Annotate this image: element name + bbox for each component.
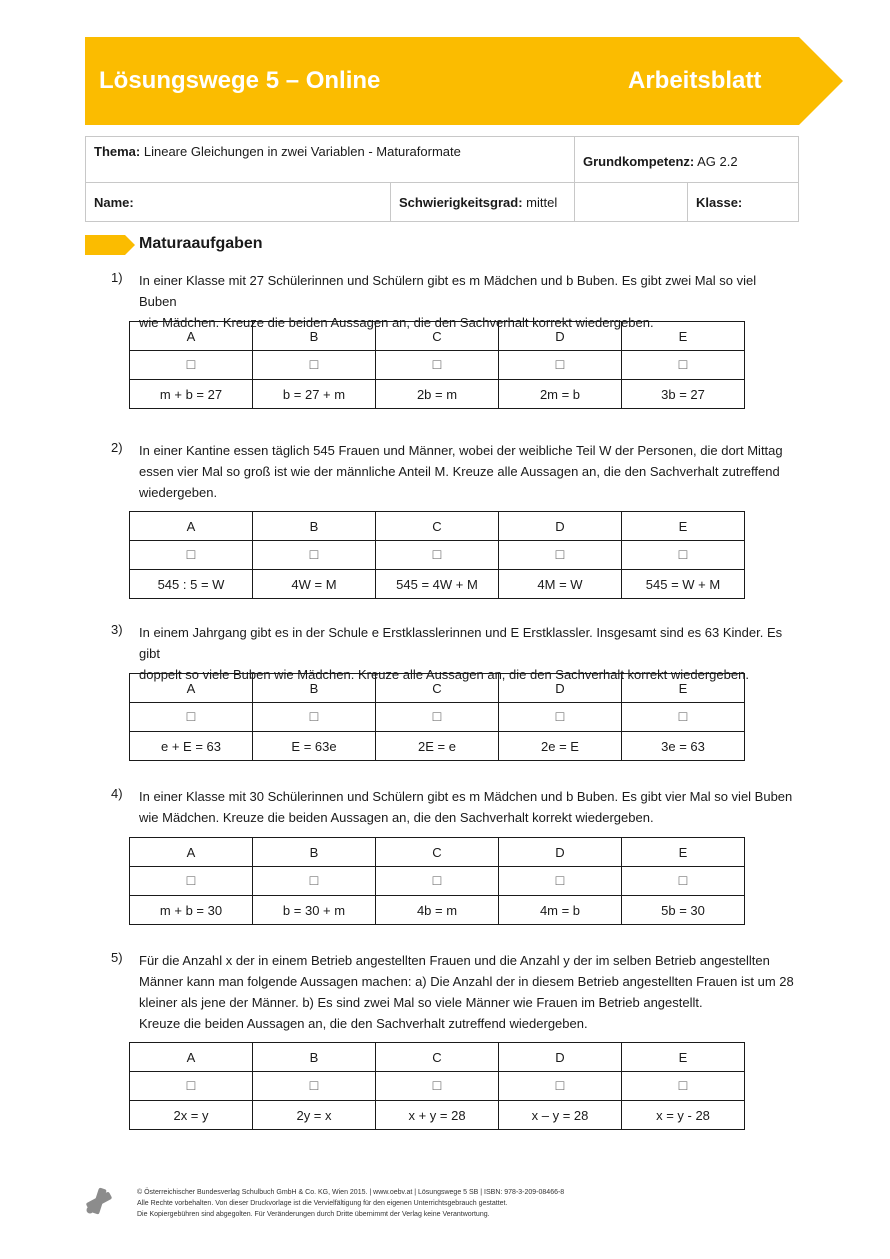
statement-a: e + E = 63: [130, 732, 253, 761]
task-line: In einer Klasse mit 27 Schülerinnen und Schülern gibt es m Mädchen und b Buben. Es gibt zwei Mal so viel Buben: [139, 273, 757, 309]
task-number: 2): [111, 440, 123, 455]
statement-e: 5b = 30: [622, 896, 745, 925]
letter-c: C: [376, 674, 499, 703]
checkbox-e[interactable]: ☐: [622, 541, 745, 570]
checkbox-a[interactable]: ☐: [130, 541, 253, 570]
letter-row: [130, 512, 745, 541]
task-number: 5): [111, 950, 123, 965]
competence-value: AG 2.2: [697, 153, 738, 169]
statement-row: [130, 896, 745, 925]
spacer-cell: [575, 183, 688, 222]
checkbox-row: [130, 1072, 745, 1101]
task-line: essen vier Mal so groß ist wie der männliche Anteil M. Kreuze alle Aussagen an, die den Sachverhalt zutreffend: [139, 464, 780, 479]
statement-d: 2e = E: [499, 732, 622, 761]
letter-c: C: [376, 322, 499, 351]
checkbox-b[interactable]: ☐: [253, 541, 376, 570]
letter-row: [130, 838, 745, 867]
letter-a: A: [130, 838, 253, 867]
checkbox-d[interactable]: ☐: [499, 703, 622, 732]
letter-d: D: [499, 674, 622, 703]
letter-e: E: [622, 838, 745, 867]
name-cell[interactable]: [86, 183, 391, 222]
difficulty-cell: [391, 183, 575, 222]
statement-c: 2b = m: [376, 380, 499, 409]
checkbox-row: [130, 867, 745, 896]
statement-b: b = 27 + m: [253, 380, 376, 409]
statement-d: x – y = 28: [499, 1101, 622, 1130]
name-label: Name:: [94, 194, 134, 210]
footer-line: Alle Rechte vorbehalten. Von dieser Druckvorlage ist die Vervielfältigung für den eigenen Unterrichtsgebrauch gestattet.: [137, 1200, 508, 1207]
letter-row: [130, 322, 745, 351]
statement-a: 2x = y: [130, 1101, 253, 1130]
letter-b: B: [253, 838, 376, 867]
footer-copyright: [137, 1187, 564, 1220]
task-line: In einer Klasse mit 30 Schülerinnen und Schülern gibt es m Mädchen und b Buben. Es gibt vier Mal so viel Buben: [139, 789, 793, 804]
statement-c: 545 = 4W + M: [376, 570, 499, 599]
statement-row: [130, 570, 745, 599]
checkbox-e[interactable]: ☐: [622, 867, 745, 896]
statement-row: [130, 380, 745, 409]
statement-a: m + b = 27: [130, 380, 253, 409]
statement-d: 2m = b: [499, 380, 622, 409]
checkbox-d[interactable]: ☐: [499, 541, 622, 570]
statement-c: 2E = e: [376, 732, 499, 761]
letter-e: E: [622, 1043, 745, 1072]
statement-e: 545 = W + M: [622, 570, 745, 599]
task-line: wie Mädchen. Kreuze die beiden Aussagen an, die den Sachverhalt korrekt wiedergeben.: [139, 810, 654, 825]
letter-d: D: [499, 1043, 622, 1072]
statement-e: 3e = 63: [622, 732, 745, 761]
publisher-logo-icon: [84, 1186, 114, 1221]
checkbox-b[interactable]: ☐: [253, 703, 376, 732]
footer-line: Die Kopiergebühren sind abgegolten. Für Veränderungen durch Dritte übernimmt der Verlag keine Verantwortung.: [137, 1211, 490, 1218]
letter-e: E: [622, 512, 745, 541]
checkbox-c[interactable]: ☐: [376, 1072, 499, 1101]
statement-b: b = 30 + m: [253, 896, 376, 925]
task-line: wie Mädchen. Kreuze die beiden Aussagen an, die den Sachverhalt korrekt wiedergeben.: [139, 315, 654, 330]
letter-b: B: [253, 674, 376, 703]
checkbox-a[interactable]: ☐: [130, 351, 253, 380]
class-label: Klasse:: [696, 194, 743, 210]
options-table: [129, 511, 745, 599]
statement-d: 4m = b: [499, 896, 622, 925]
competence-label: Grundkompetenz:: [583, 153, 695, 169]
competence-cell: [575, 137, 799, 183]
letter-row: [130, 1043, 745, 1072]
letter-d: D: [499, 512, 622, 541]
statement-e: 3b = 27: [622, 380, 745, 409]
statement-c: 4b = m: [376, 896, 499, 925]
letter-b: B: [253, 512, 376, 541]
topic-cell: [86, 137, 575, 183]
task-line: doppelt so viele Buben wie Mädchen. Kreuze alle Aussagen an, die den Sachverhalt korrekt wiedergeben.: [139, 667, 749, 682]
checkbox-d[interactable]: ☐: [499, 351, 622, 380]
difficulty-label: Schwierigkeitsgrad:: [399, 194, 523, 210]
checkbox-c[interactable]: ☐: [376, 351, 499, 380]
info-table: [85, 136, 799, 222]
task-text: [139, 440, 795, 503]
options-table: [129, 321, 745, 409]
task-line: In einer Kantine essen täglich 545 Frauen und Männer, wobei der weibliche Teil W der Personen, die dort Mittag: [139, 443, 783, 458]
task-line: Für die Anzahl x der in einem Betrieb angestellten Frauen und die Anzahl y der im selben Betrieb angestellten: [139, 953, 770, 968]
statement-b: 2y = x: [253, 1101, 376, 1130]
options-table: [129, 1042, 745, 1130]
letter-e: E: [622, 674, 745, 703]
checkbox-a[interactable]: ☐: [130, 1072, 253, 1101]
statement-row: [130, 1101, 745, 1130]
checkbox-b[interactable]: ☐: [253, 867, 376, 896]
checkbox-d[interactable]: ☐: [499, 1072, 622, 1101]
letter-c: C: [376, 1043, 499, 1072]
section-title: Maturaaufgaben: [139, 235, 263, 252]
statement-b: E = 63e: [253, 732, 376, 761]
statement-b: 4W = M: [253, 570, 376, 599]
section-arrow-icon: [85, 235, 137, 255]
task-number: 1): [111, 270, 123, 285]
statement-e: x = y - 28: [622, 1101, 745, 1130]
checkbox-row: [130, 541, 745, 570]
statement-d: 4M = W: [499, 570, 622, 599]
letter-d: D: [499, 322, 622, 351]
checkbox-c[interactable]: ☐: [376, 867, 499, 896]
header-title: Lösungswege 5 – Online: [99, 67, 381, 94]
checkbox-c[interactable]: ☐: [376, 541, 499, 570]
options-table: [129, 673, 745, 761]
statement-a: m + b = 30: [130, 896, 253, 925]
task-number: 3): [111, 622, 123, 637]
letter-row: [130, 674, 745, 703]
statement-a: 545 : 5 = W: [130, 570, 253, 599]
statement-c: x + y = 28: [376, 1101, 499, 1130]
task-line: In einem Jahrgang gibt es in der Schule e Erstklasslerinnen und E Erstklassler. Insgesamt sind es 63 Kinder. Es gibt: [139, 625, 783, 661]
letter-c: C: [376, 512, 499, 541]
checkbox-e[interactable]: ☐: [622, 351, 745, 380]
letter-a: A: [130, 1043, 253, 1072]
info-row-student: [86, 183, 799, 222]
task-line: kleiner als jene der Männer. b) Es sind zwei Mal so viele Männer wie Frauen im Betrieb angestellt.: [139, 995, 703, 1010]
task-line: Kreuze die beiden Aussagen an, die den Sachverhalt zutreffend wiedergeben.: [139, 1016, 588, 1031]
topic-value: Lineare Gleichungen in zwei Variablen - Maturaformate: [143, 144, 461, 159]
options-table: [129, 837, 745, 925]
task-line: wiedergeben.: [139, 485, 218, 500]
checkbox-row: [130, 351, 745, 380]
checkbox-row: [130, 703, 745, 732]
letter-a: A: [130, 512, 253, 541]
letter-b: B: [253, 1043, 376, 1072]
checkbox-b[interactable]: ☐: [253, 351, 376, 380]
info-row-topic: [86, 137, 799, 183]
checkbox-a[interactable]: ☐: [130, 867, 253, 896]
letter-e: E: [622, 322, 745, 351]
letter-a: A: [130, 322, 253, 351]
header-doc-type: Arbeitsblatt: [628, 67, 762, 94]
checkbox-a[interactable]: ☐: [130, 703, 253, 732]
letter-c: C: [376, 838, 499, 867]
letter-b: B: [253, 322, 376, 351]
footer-line: © Österreichischer Bundesverlag Schulbuch GmbH & Co. KG, Wien 2015. | www.oebv.at | Lösungswege 5 SB | ISBN: 978-3-209-08466-8: [137, 1189, 565, 1196]
class-cell[interactable]: [688, 183, 799, 222]
checkbox-d[interactable]: ☐: [499, 867, 622, 896]
difficulty-value: mittel: [526, 194, 558, 210]
letter-a: A: [130, 674, 253, 703]
checkbox-e[interactable]: ☐: [622, 703, 745, 732]
topic-label: Thema:: [94, 144, 141, 159]
letter-d: D: [499, 838, 622, 867]
task-number: 4): [111, 786, 123, 801]
task-text: [139, 786, 795, 828]
statement-row: [130, 732, 745, 761]
task-text: [139, 950, 795, 1034]
header-banner: [85, 37, 845, 125]
checkbox-c[interactable]: ☐: [376, 703, 499, 732]
checkbox-e[interactable]: ☐: [622, 1072, 745, 1101]
task-line: Männer kann man folgende Aussagen machen: a) Die Anzahl der in diesem Betrieb angestellten Frauen ist um 28: [139, 974, 794, 989]
checkbox-b[interactable]: ☐: [253, 1072, 376, 1101]
